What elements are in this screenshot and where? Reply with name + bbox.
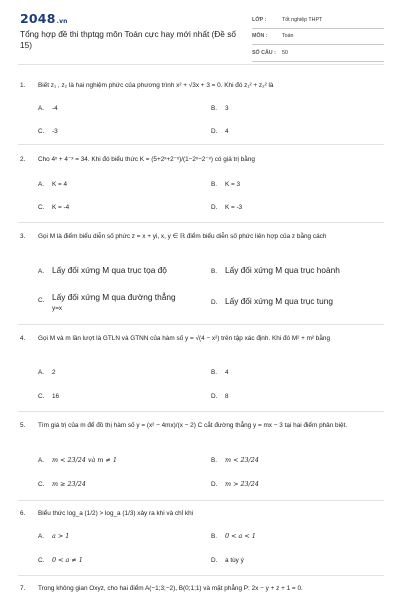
option-b[interactable]: [211, 368, 229, 378]
question-number: 7.: [20, 585, 26, 592]
meta-row-class: [252, 12, 384, 29]
option-letter: A.: [38, 369, 45, 376]
option-text: 3: [225, 105, 229, 112]
option-d[interactable]: [211, 127, 229, 137]
question-divider: [18, 500, 384, 501]
header-divider: [18, 64, 384, 65]
option-letter: C.: [38, 204, 45, 211]
option-letter: B.: [211, 181, 218, 188]
option-d[interactable]: [211, 392, 229, 402]
option-letter: A.: [38, 533, 45, 540]
question-number: 2.: [20, 156, 26, 163]
option-b[interactable]: [211, 456, 259, 466]
option-letter: A.: [38, 457, 45, 464]
option-c[interactable]: [38, 291, 203, 315]
question-stem: Cho 4ˣ + 4⁻ˣ = 34. Khi đó biểu thức K = (5+2ˣ+2⁻ˣ)/(1−2ˣ−2⁻ˣ) có giá trị bằng: [38, 156, 255, 163]
question-stem: Gọi M là điểm biểu diễn số phức z = x + yi, x, y ∈ ℝ điểm biểu diễn số phức liên hợp của z bằng cách: [38, 233, 327, 240]
option-text: -3: [52, 128, 58, 135]
question-stem: Gọi M và m lần lượt là GTLN và GTNN của hàm số y = √(4 − x²) trên tập xác định. Khi đó M² + m² bằng: [38, 335, 331, 342]
question-number: 1.: [20, 82, 26, 89]
question-number: 5.: [20, 422, 26, 429]
option-text-block: [52, 291, 176, 315]
option-a[interactable]: [38, 456, 117, 466]
option-c[interactable]: [38, 392, 59, 402]
option-text: K = 4: [52, 181, 68, 188]
option-a[interactable]: [38, 368, 56, 378]
option-a[interactable]: [38, 104, 58, 114]
question-number: 3.: [20, 233, 26, 240]
question-divider: [18, 222, 384, 223]
option-letter: D.: [211, 204, 218, 211]
logo-suffix: .vn: [56, 18, 68, 25]
option-letter: C.: [38, 297, 45, 304]
option-d[interactable]: [211, 556, 244, 566]
option-text: 8: [225, 393, 229, 400]
option-text: 0 < a < 1: [225, 532, 256, 540]
option-letter: B.: [211, 268, 218, 275]
option-letter: B.: [211, 457, 218, 464]
option-letter: B.: [211, 105, 218, 112]
option-letter: B.: [211, 533, 218, 540]
option-text: 4: [225, 128, 229, 135]
meta-key: SỐ CÂU :: [252, 49, 276, 56]
option-text: m < 23/24: [225, 456, 259, 464]
option-letter: C.: [38, 557, 45, 564]
option-letter: D.: [211, 128, 218, 135]
option-text: K = -4: [52, 204, 70, 211]
option-text-line-2: y=x: [52, 305, 63, 312]
option-letter: A.: [38, 268, 45, 275]
option-text: 0 < a ≠ 1: [52, 556, 83, 564]
question-divider: [18, 144, 384, 145]
option-letter: A.: [38, 181, 45, 188]
option-text: Lấy đối xứng M qua đường thẳng: [52, 292, 176, 302]
meta-key: LỚP :: [252, 16, 267, 23]
meta-value: 50: [282, 49, 288, 56]
question-stem: Trong không gian Oxyz, cho hai điểm A(−1;3;−2), B(0;1;1) và mặt phẳng P: 2x − y + z + 1 = 0.: [38, 585, 303, 592]
option-c[interactable]: [38, 480, 86, 490]
option-letter: D.: [211, 393, 218, 400]
option-text: a > 1: [52, 532, 70, 540]
option-text: a tùy ý: [225, 557, 244, 564]
meta-value: Tốt nghiệp THPT: [282, 16, 323, 23]
option-c[interactable]: [38, 127, 58, 137]
question-stem: Biết z₁ , z₂ là hai nghiệm phức của phương trình x² + √3x + 3 = 0. Khi đó z₁² + z₂² là: [38, 82, 274, 89]
option-letter: D.: [211, 299, 218, 306]
question-stem: Tìm giá trị của m để đồ thị hàm số y = (x² − 4mx)/(x − 2) C cắt đường thẳng y = mx − 3 tại hai điểm phân biệt.: [38, 422, 348, 429]
option-a[interactable]: [38, 266, 167, 277]
meta-key: MÔN :: [252, 33, 268, 40]
option-text: m < 23/24 và m ≠ 1: [52, 456, 117, 464]
option-letter: C.: [38, 128, 45, 135]
option-letter: D.: [211, 481, 218, 488]
question-number: 6.: [20, 510, 26, 517]
option-a[interactable]: [38, 532, 69, 542]
option-text: K = 3: [225, 181, 241, 188]
option-c[interactable]: [38, 556, 83, 566]
question-number: 4.: [20, 335, 26, 342]
meta-row-count: [252, 45, 384, 62]
logo-text: 2048: [20, 11, 56, 26]
option-d[interactable]: [211, 480, 259, 490]
option-text: m ≥ 23/24: [52, 480, 86, 488]
option-letter: C.: [38, 393, 45, 400]
option-letter: D.: [211, 557, 218, 564]
option-b[interactable]: [211, 532, 256, 542]
option-text: 2: [52, 369, 56, 376]
option-b[interactable]: [211, 180, 240, 190]
option-a[interactable]: [38, 180, 67, 190]
meta-value: Toán: [282, 33, 294, 40]
option-letter: B.: [211, 369, 218, 376]
meta-row-subject: [252, 29, 384, 46]
option-text: 4: [225, 369, 229, 376]
site-logo[interactable]: [20, 11, 68, 26]
question-divider: [18, 411, 384, 412]
question-divider: [18, 324, 384, 325]
question-divider: [18, 575, 384, 576]
option-text: Lấy đối xứng M qua trục tọa độ: [52, 265, 167, 275]
option-letter: A.: [38, 105, 45, 112]
option-d[interactable]: [211, 297, 333, 308]
option-letter: C.: [38, 481, 45, 488]
option-text: K = -3: [225, 204, 243, 211]
option-text: m > 23/24: [225, 480, 259, 488]
option-b[interactable]: [211, 266, 340, 277]
option-text: Lấy đối xứng M qua trục hoành: [225, 265, 340, 275]
option-text: Lấy đối xứng M qua trục tung: [225, 296, 333, 306]
option-d[interactable]: [211, 203, 242, 213]
option-text: -4: [52, 105, 58, 112]
page-title: Tổng hợp đề thi thptqg môn Toán cực hay mới nhất (Đề số 15): [20, 29, 236, 50]
question-stem: Biểu thức log_a (1/2) > log_a (1/3) xảy ra khi và chỉ khi: [38, 510, 194, 517]
option-text: 16: [52, 393, 60, 400]
option-c[interactable]: [38, 203, 69, 213]
option-b[interactable]: [211, 104, 229, 114]
exam-meta-table: [252, 12, 384, 62]
